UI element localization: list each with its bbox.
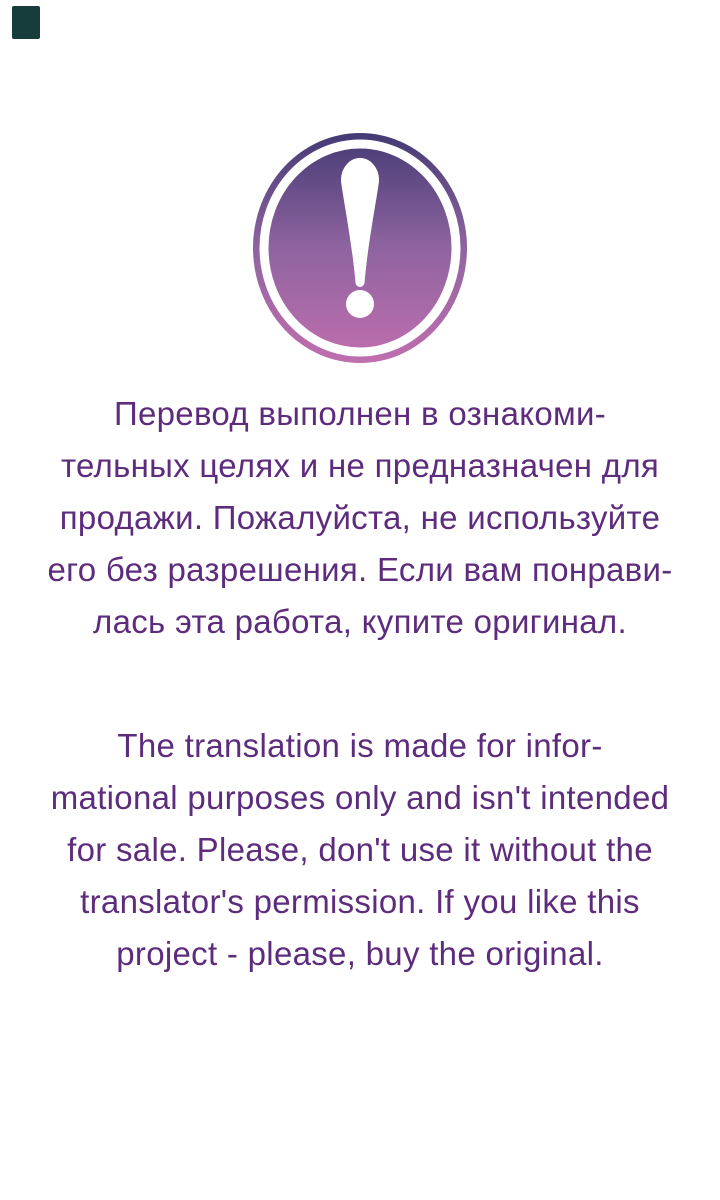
russian-line-2: тельных целях и не предназначен для	[60, 447, 660, 484]
english-disclaimer	[0, 720, 720, 980]
english-line-4: translator's permission. If you like this	[80, 883, 640, 920]
exclamation-dot	[346, 290, 374, 318]
english-line-5: project - please, buy the original.	[116, 935, 604, 972]
russian-line-3: продажи. Пожалуйста, не используйте	[59, 499, 661, 536]
corner-mark	[12, 6, 40, 39]
english-line-1: The translation is made for infor-	[117, 727, 603, 764]
english-line-3: for sale. Please, don't use it without the	[67, 831, 653, 868]
russian-line-1: Перевод выполнен в ознакоми-	[113, 395, 607, 432]
english-line-2: mational purposes only and isn't intended	[50, 779, 670, 816]
russian-disclaimer	[0, 388, 720, 648]
exclamation-icon	[253, 133, 467, 363]
russian-line-4: его без разрешения. Если вам понрави-	[47, 551, 673, 588]
russian-line-5: лась эта работа, купите оригинал.	[93, 603, 627, 640]
exclamation-badge	[253, 133, 467, 363]
